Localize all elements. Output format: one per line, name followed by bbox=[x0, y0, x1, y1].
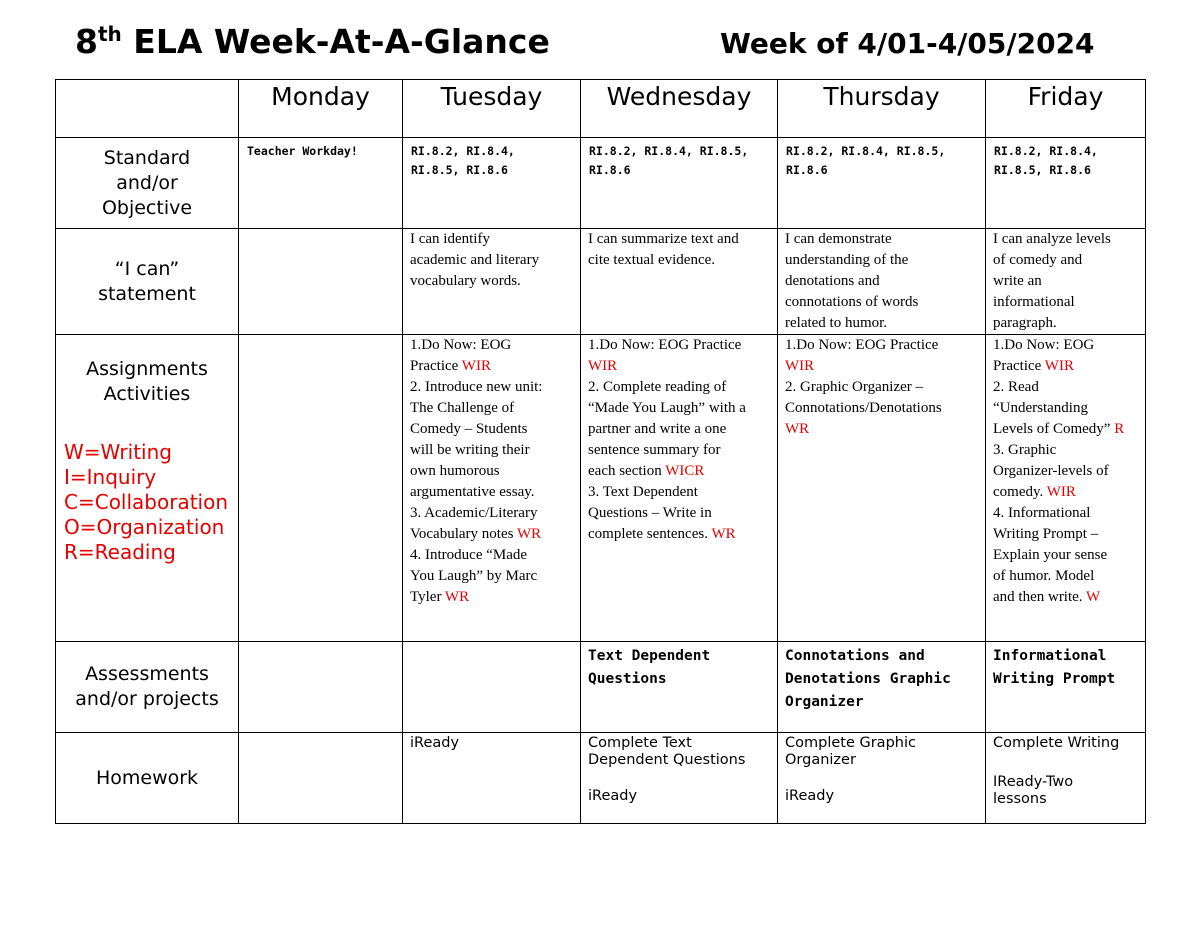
day-tuesday: Tuesday bbox=[403, 80, 581, 138]
ican-friday: I can analyze levels of comedy and write an informational paragraph. bbox=[986, 229, 1146, 335]
homework-tuesday: iReady bbox=[403, 733, 581, 824]
assignments-friday: 1.Do Now: EOG Practice WIR 2. Read “Understanding Levels of Comedy” R 3. Graphic Organizer-levels of comedy. WIR 4. Informational Writing Prompt – Explain your sense of humor. Model and then write. W bbox=[986, 335, 1146, 642]
homework-thursday: Complete Graphic Organizer iReady bbox=[778, 733, 986, 824]
homework-wednesday: Complete Text Dependent Questions iReady bbox=[581, 733, 778, 824]
assessments-monday bbox=[239, 642, 403, 733]
day-wednesday: Wednesday bbox=[581, 80, 778, 138]
assignments-tuesday: 1.Do Now: EOG Practice WIR 2. Introduce new unit: The Challenge of Comedy – Students will be writing their own humorous argumentative essay. 3. Academic/Literary Vocabulary notes WR 4. Introduce “Made You Laugh” by Marc Tyler WR bbox=[403, 335, 581, 642]
assignments-row bbox=[56, 335, 1146, 642]
assessments-thursday: Connotations and Denotations Graphic Organizer bbox=[778, 642, 986, 733]
day-thursday: Thursday bbox=[778, 80, 986, 138]
standard-monday: Teacher Workday! bbox=[239, 138, 403, 229]
week-at-a-glance-table bbox=[55, 79, 1146, 824]
row-label-assignments: Assignments Activities W=Writing I=Inquiry C=Collaboration O=Organization R=Reading bbox=[56, 335, 239, 642]
day-friday: Friday bbox=[986, 80, 1146, 138]
day-monday: Monday bbox=[239, 80, 403, 138]
assessments-row bbox=[56, 642, 1146, 733]
standard-tuesday: RI.8.2, RI.8.4, RI.8.5, RI.8.6 bbox=[403, 138, 581, 229]
day-header-row bbox=[56, 80, 1146, 138]
row-label-ican: “I can” statement bbox=[56, 229, 239, 335]
standard-friday: RI.8.2, RI.8.4, RI.8.5, RI.8.6 bbox=[986, 138, 1146, 229]
standard-thursday: RI.8.2, RI.8.4, RI.8.5, RI.8.6 bbox=[778, 138, 986, 229]
row-label-standard: Standard and/or Objective bbox=[56, 138, 239, 229]
standard-row bbox=[56, 138, 1146, 229]
strategy-legend: W=Writing I=Inquiry C=Collaboration O=Organization R=Reading bbox=[64, 440, 229, 564]
ican-wednesday: I can summarize text and cite textual evidence. bbox=[581, 229, 778, 335]
assessments-tuesday bbox=[403, 642, 581, 733]
row-label-assessments: Assessments and/or projects bbox=[56, 642, 239, 733]
homework-row bbox=[56, 733, 1146, 824]
page-title: 8th ELA Week-At-A-Glance bbox=[75, 22, 550, 61]
week-range: Week of 4/01-4/05/2024 bbox=[720, 27, 1095, 60]
ican-row bbox=[56, 229, 1146, 335]
assignments-wednesday: 1.Do Now: EOG Practice WIR 2. Complete reading of “Made You Laugh” with a partner and write a one sentence summary for each section WICR 3. Text Dependent Questions – Write in complete sentences. WR bbox=[581, 335, 778, 642]
row-label-homework: Homework bbox=[56, 733, 239, 824]
assessments-wednesday: Text Dependent Questions bbox=[581, 642, 778, 733]
ican-thursday: I can demonstrate understanding of the denotations and connotations of words related to humor. bbox=[778, 229, 986, 335]
assessments-friday: Informational Writing Prompt bbox=[986, 642, 1146, 733]
ican-tuesday: I can identify academic and literary vocabulary words. bbox=[403, 229, 581, 335]
homework-friday: Complete Writing IReady-Two lessons bbox=[986, 733, 1146, 824]
assignments-thursday: 1.Do Now: EOG Practice WIR 2. Graphic Organizer – Connotations/Denotations WR bbox=[778, 335, 986, 642]
assignments-monday bbox=[239, 335, 403, 642]
corner-cell bbox=[56, 80, 239, 138]
homework-monday bbox=[239, 733, 403, 824]
ican-monday bbox=[239, 229, 403, 335]
standard-wednesday: RI.8.2, RI.8.4, RI.8.5, RI.8.6 bbox=[581, 138, 778, 229]
